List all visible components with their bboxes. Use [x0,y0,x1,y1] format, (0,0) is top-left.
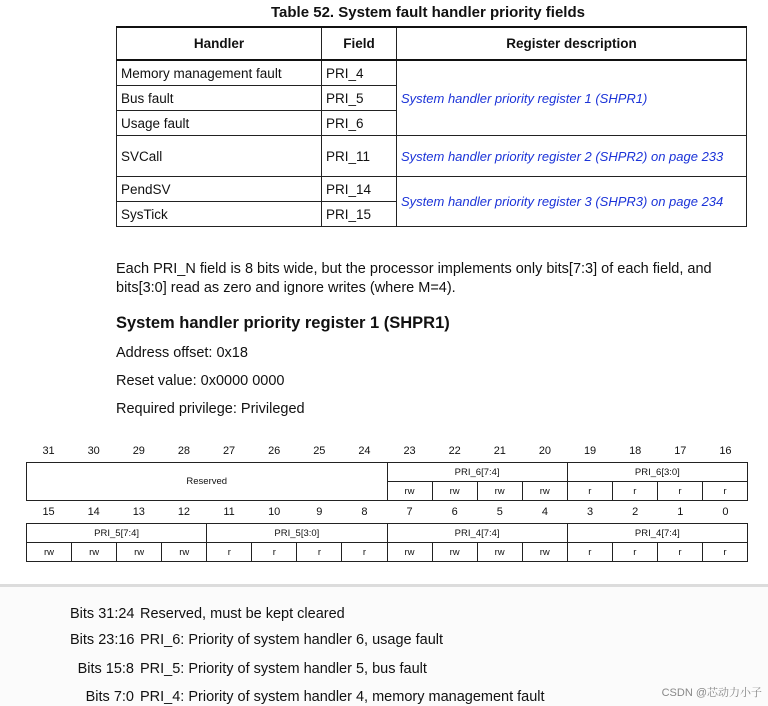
pri4-low-field: PRI_4[7:4] [567,524,747,543]
register-lower-half [26,523,748,562]
access-cell: rw [117,543,162,562]
bit-description: Bits 31:24 Reserved, must be kept cleared [70,606,345,622]
pri6-low-field: PRI_6[3:0] [567,463,747,482]
reset-value: Reset value: 0x0000 0000 [116,373,285,389]
access-cell: r [207,543,252,562]
column-header-handler: Handler [117,27,322,60]
pri5-high-field: PRI_5[7:4] [27,524,207,543]
handler-priority-table [116,26,747,227]
access-cell: r [612,543,657,562]
access-cell: r [567,543,612,562]
handler-cell: PendSV [117,177,322,202]
bit-description: Bits 23:16 PRI_6: Priority of system handler 6, usage fault [70,632,444,648]
handler-cell: SVCall [117,136,322,177]
access-cell: r [702,482,747,501]
bit-numbers-lower: 15 14 13 12 11 10 9 8 7 6 5 4 3 2 1 0 [42,506,729,518]
pri5-low-field: PRI_5[3:0] [207,524,387,543]
section-heading: System handler priority register 1 (SHPR1) [116,314,450,332]
access-cell: rw [432,482,477,501]
access-cell: rw [387,543,432,562]
column-header-description: Register description [397,27,747,60]
required-privilege: Required privilege: Privileged [116,401,305,417]
access-cell: r [657,482,702,501]
access-cell: rw [477,482,522,501]
register-upper-half [26,462,748,501]
handler-cell: Memory management fault [117,60,322,86]
handler-cell: Bus fault [117,86,322,111]
field-cell: PRI_11 [322,136,397,177]
watermark: CSDN @芯动力小子 [661,687,762,699]
access-cell: rw [162,543,207,562]
access-cell: rw [477,543,522,562]
table-row [117,60,747,86]
field-cell: PRI_14 [322,177,397,202]
bit-description: Bits 15:8 PRI_5: Priority of system handler 5, bus fault [77,661,427,677]
reserved-field: Reserved [27,463,388,501]
access-cell: rw [432,543,477,562]
access-cell: r [612,482,657,501]
shpr1-link[interactable]: System handler priority register 1 (SHPR1) [397,60,747,136]
access-cell: r [342,543,387,562]
handler-cell: Usage fault [117,111,322,136]
access-cell: rw [387,482,432,501]
access-cell: r [657,543,702,562]
shpr2-link[interactable]: System handler priority register 2 (SHPR2) on page 233 [397,136,747,177]
access-cell: r [702,543,747,562]
column-header-field: Field [322,27,397,60]
table-row [117,177,747,202]
body-paragraph: Each PRI_N field is 8 bits wide, but the processor implements only bits[7:3] of each field, and bits[3:0] read as zero and ignore writes (where M=4). [116,261,712,296]
field-cell: PRI_4 [322,60,397,86]
access-cell: r [252,543,297,562]
access-cell: rw [522,482,567,501]
pri4-high-field: PRI_4[7:4] [387,524,567,543]
access-cell: rw [27,543,72,562]
access-cell: r [297,543,342,562]
access-cell: rw [72,543,117,562]
table-row [117,136,747,177]
shpr3-link[interactable]: System handler priority register 3 (SHPR3) on page 234 [397,177,747,227]
field-cell: PRI_15 [322,202,397,227]
field-cell: PRI_6 [322,111,397,136]
field-cell: PRI_5 [322,86,397,111]
access-cell: r [567,482,612,501]
bit-description: Bits 7:0 PRI_4: Priority of system handler 4, memory management fault [85,689,545,705]
access-cell: rw [522,543,567,562]
address-offset: Address offset: 0x18 [116,345,248,361]
handler-cell: SysTick [117,202,322,227]
bit-numbers-upper: 31 30 29 28 27 26 25 24 23 22 21 20 19 18 17 16 [42,445,732,457]
table-title: Table 52. System fault handler priority fields [271,4,585,21]
pri6-high-field: PRI_6[7:4] [387,463,567,482]
